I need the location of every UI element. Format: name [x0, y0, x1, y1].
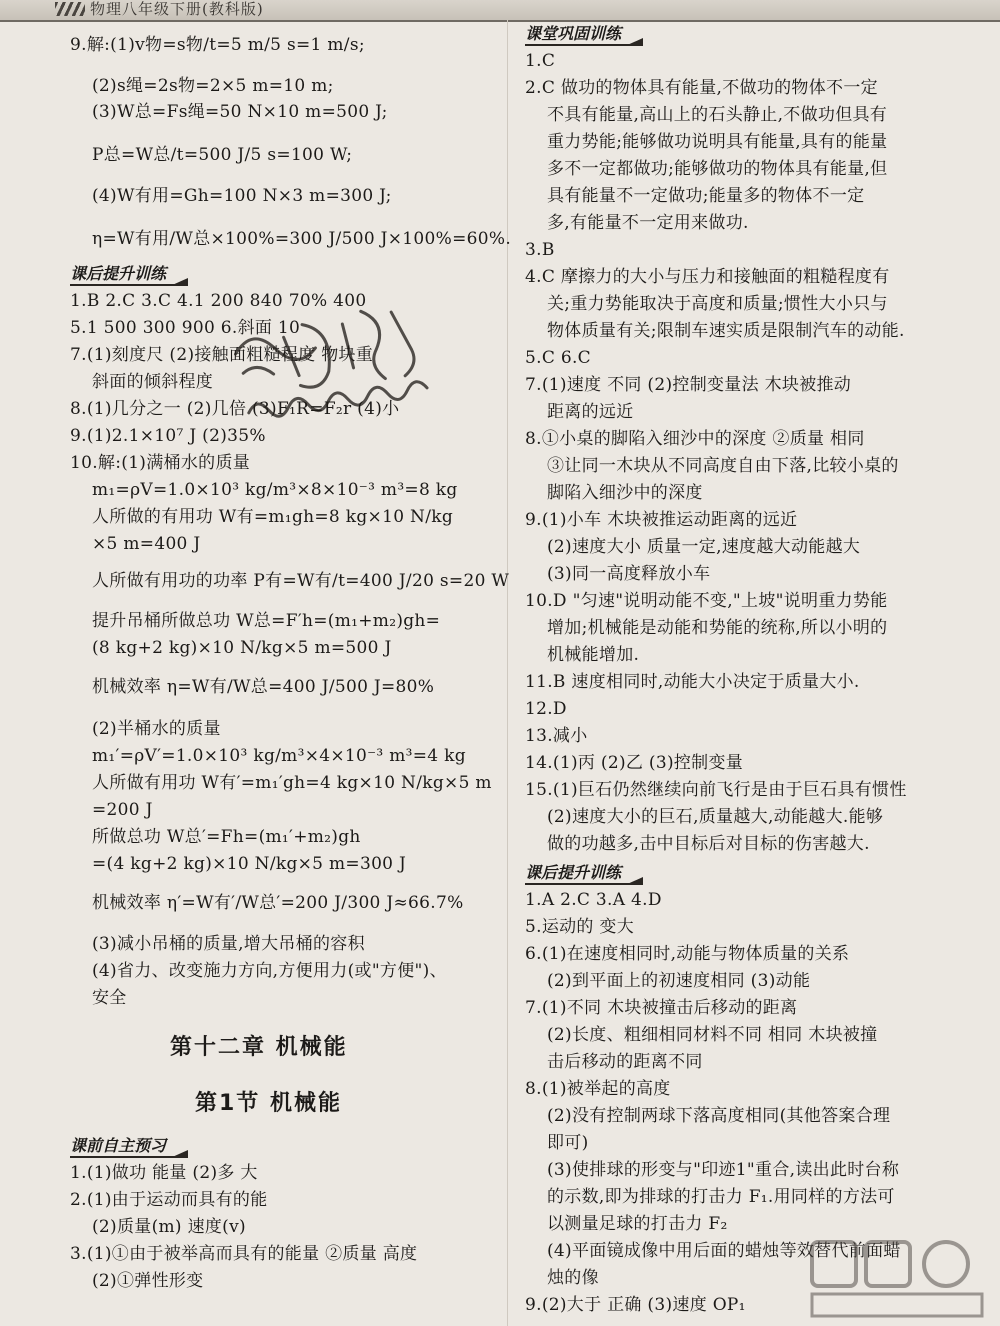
answer-line: 即可)	[547, 1133, 589, 1153]
answer-line: (3)同一高度释放小车	[547, 564, 711, 584]
answer-line: 人所做的有用功 W有=m₁gh=8 kg×10 N/kg	[92, 507, 453, 527]
answer-line: 斜面的倾斜程度	[92, 372, 214, 392]
answer-line: 7.(1)不同 木块被撞击后移动的距离	[525, 998, 798, 1018]
answer-line: 10.解:(1)满桶水的质量	[70, 453, 251, 473]
answer-line: 安全	[92, 988, 127, 1008]
answer-line: (2)到平面上的初速度相同 (3)动能	[547, 971, 811, 991]
answer-line: 9.解:(1)v物=s物/t=5 m/5 s=1 m/s;	[70, 35, 365, 55]
answer-line: ③让同一木块从不同高度自由下落,比较小桌的	[547, 456, 899, 476]
answer-line: (3)使排球的形变与"印迹1"重合,读出此时台称	[547, 1160, 900, 1180]
answer-line: 机械效率 η=W有/W总=400 J/500 J=80%	[92, 677, 435, 697]
section-heading: 课堂巩固训练	[525, 24, 643, 46]
answer-line: (2)速度大小 质量一定,速度越大动能越大	[547, 537, 861, 557]
answer-line: m₁=ρV=1.0×10³ kg/m³×8×10⁻³ m³=8 kg	[92, 480, 458, 500]
answer-line: (3)减小吊桶的质量,增大吊桶的容积	[92, 934, 365, 954]
answer-line: 5.C 6.C	[525, 348, 591, 368]
answer-line: 距离的远近	[547, 402, 634, 422]
answer-line: 多不一定都做功;能够做功的物体具有能量,但	[547, 159, 888, 179]
section-heading: 课后提升训练	[525, 863, 643, 885]
answer-line: 9.(2)大于 正确 (3)速度 OP₁	[525, 1295, 746, 1315]
answer-line: (4)省力、改变施力方向,方便用力(或"方便")、	[92, 961, 447, 981]
answer-line: 人所做有用功的功率 P有=W有/t=400 J/20 s=20 W	[92, 571, 510, 591]
answer-line: 3.B	[525, 240, 555, 260]
answer-line: 重力势能;能够做功说明具有能量,具有的能量	[547, 132, 888, 152]
answer-line: 10.D "匀速"说明动能不变,"上坡"说明重力势能	[525, 591, 888, 611]
answer-line: 不具有能量,高山上的石头静止,不做功但具有	[547, 105, 888, 125]
answer-line: 13.减小	[525, 726, 588, 746]
answer-line: 8.(1)被举起的高度	[525, 1079, 671, 1099]
answer-line: (3)W总=Fs绳=50 N×10 m=500 J;	[92, 102, 388, 122]
answer-line: 5.运动的 变大	[525, 917, 635, 937]
answer-line: 11.B 速度相同时,动能大小决定于质量大小.	[525, 672, 860, 692]
answer-line: 做的功越多,击中目标后对目标的伤害越大.	[547, 834, 870, 854]
answer-line: 击后移动的距离不同	[547, 1052, 703, 1072]
answer-line: 关;重力势能取决于高度和质量;惯性大小只与	[547, 294, 888, 314]
answer-line: 多,有能量不一定用来做功.	[547, 213, 749, 233]
header-title: 物理八年级下册(教科版)	[90, 0, 264, 18]
answer-line: 物体质量有关;限制车速实质是限制汽车的动能.	[547, 321, 905, 341]
answer-line: (2)半桶水的质量	[92, 719, 221, 739]
answer-line: 所做总功 W总′=Fh=(m₁′+m₂)gh	[92, 827, 361, 847]
answer-line: 8.(1)几分之一 (2)几倍 (3)F₁R=F₂r (4)小	[70, 399, 400, 419]
answer-line: 15.(1)巨石仍然继续向前飞行是由于巨石具有惯性	[525, 780, 907, 800]
answer-line: 1.(1)做功 能量 (2)多 大	[70, 1163, 258, 1183]
answer-line: 具有能量不一定做功;能量多的物体不一定	[547, 186, 865, 206]
answer-line: 2.C 做功的物体具有能量,不做功的物体不一定	[525, 78, 878, 98]
answer-line: m₁′=ρV′=1.0×10³ kg/m³×4×10⁻³ m³=4 kg	[92, 746, 466, 766]
answer-line: 9.(1)2.1×10⁷ J (2)35%	[70, 426, 266, 446]
answer-line: (2)没有控制两球下落高度相同(其他答案合理	[547, 1106, 891, 1126]
answer-line: 人所做有用功 W有′=m₁′gh=4 kg×10 N/kg×5 m	[92, 773, 492, 793]
answer-line: 1.C	[525, 51, 556, 71]
answer-line: 的示数,即为排球的打击力 F₁.用同样的方法可	[547, 1187, 895, 1207]
corner-watermark-logo	[808, 1236, 988, 1321]
answer-line: 2.(1)由于运动而具有的能	[70, 1190, 268, 1210]
answer-line: 1.A 2.C 3.A 4.D	[525, 890, 662, 910]
answer-line: =200 J	[92, 800, 153, 820]
answer-line: 12.D	[525, 699, 567, 719]
answer-line: 3.(1)①由于被举高而具有的能量 ②质量 高度	[70, 1244, 418, 1264]
answer-line: (2)速度大小的巨石,质量越大,动能越大.能够	[547, 807, 884, 827]
answer-line: 机械能增加.	[547, 645, 640, 665]
answer-line: 7.(1)速度 不同 (2)控制变量法 木块被推动	[525, 375, 852, 395]
page-header	[0, 0, 1000, 22]
answer-line: 机械效率 η′=W有′/W总′=200 J/300 J≈66.7%	[92, 893, 464, 913]
answer-line: P总=W总/t=500 J/5 s=100 W;	[92, 145, 353, 165]
answer-line: (2)s绳=2s物=2×5 m=10 m;	[92, 76, 334, 96]
answer-line: 提升吊桶所做总功 W总=F′h=(m₁+m₂)gh=	[92, 611, 441, 631]
section-heading: 课前自主预习	[70, 1136, 188, 1158]
answer-line: 8.①小桌的脚陷入细沙中的深度 ②质量 相同	[525, 429, 865, 449]
answer-line: (2)质量(m) 速度(v)	[92, 1217, 246, 1237]
answer-line: 1.B 2.C 3.C 4.1 200 840 70% 400	[70, 291, 367, 311]
answer-line: 6.(1)在速度相同时,动能与物体质量的关系	[525, 944, 850, 964]
answer-line: 4.C 摩擦力的大小与压力和接触面的粗糙程度有	[525, 267, 890, 287]
answer-line: 以测量足球的打击力 F₂	[547, 1214, 728, 1234]
header-decoration	[55, 2, 85, 16]
section-title: 第1节 机械能	[195, 1091, 342, 1116]
answer-line: =(4 kg+2 kg)×10 N/kg×5 m=300 J	[92, 854, 407, 874]
answer-line: (4)平面镜成像中用后面的蜡烛等效替代前面蜡	[547, 1241, 901, 1261]
answer-line: (2)①弹性形变	[92, 1271, 204, 1291]
answer-line: 5.1 500 300 900 6.斜面 10	[70, 318, 301, 338]
chapter-title: 第十二章 机械能	[170, 1035, 348, 1060]
answer-line: (2)长度、粗细相同材料不同 相同 木块被撞	[547, 1025, 878, 1045]
answer-line: (8 kg+2 kg)×10 N/kg×5 m=500 J	[92, 638, 392, 658]
section-heading: 课后提升训练	[70, 264, 188, 286]
answer-line: 烛的像	[547, 1268, 599, 1288]
answer-line: η=W有用/W总×100%=300 J/500 J×100%=60%.	[92, 229, 512, 249]
answer-line: (4)W有用=Gh=100 N×3 m=300 J;	[92, 186, 392, 206]
answer-line: 14.(1)丙 (2)乙 (3)控制变量	[525, 753, 744, 773]
answer-line: 脚陷入细沙中的深度	[547, 483, 703, 503]
answer-line: 9.(1)小车 木块被推运动距离的远近	[525, 510, 798, 530]
answer-line: 增加;机械能是动能和势能的统称,所以小明的	[547, 618, 888, 638]
column-divider	[507, 20, 508, 1326]
answer-line: ×5 m=400 J	[92, 534, 201, 554]
answer-line: 7.(1)刻度尺 (2)接触面粗糙程度 物块重	[70, 345, 374, 365]
